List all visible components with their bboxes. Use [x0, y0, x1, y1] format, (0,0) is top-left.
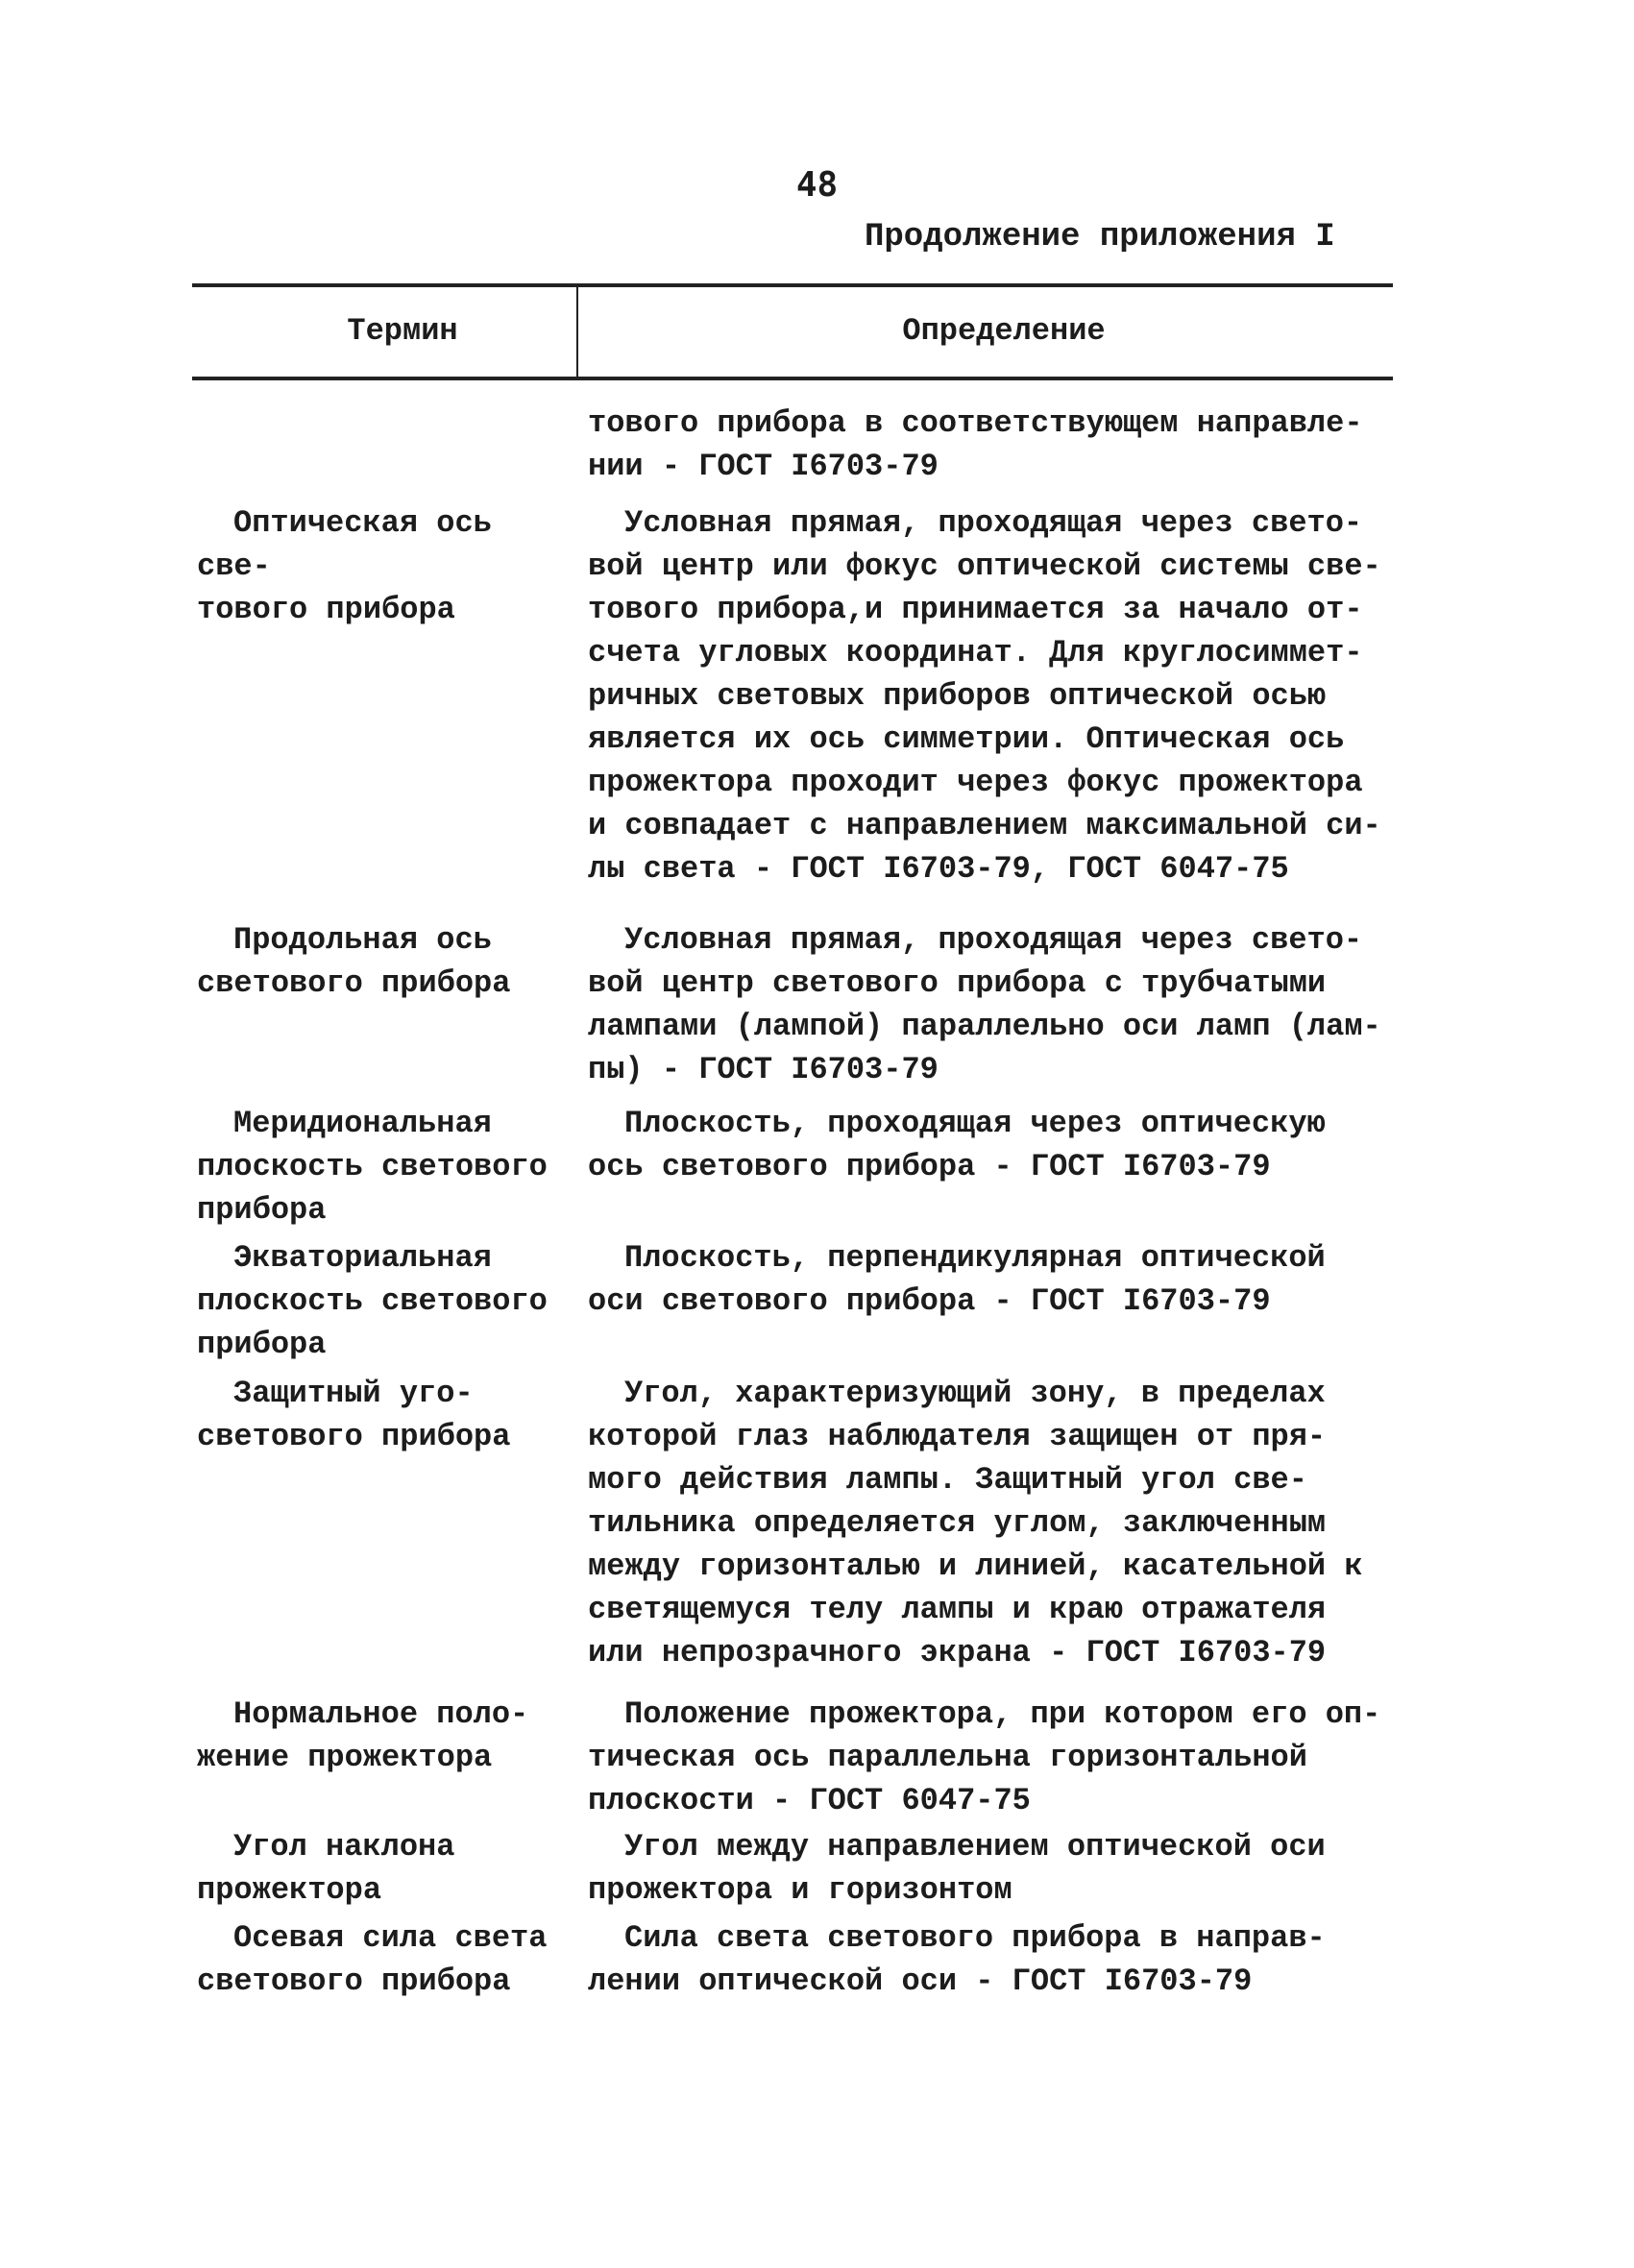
definition-optical-axis: Условная прямая, проходящая через свето- вой центр или фокус оптической системы све- тового прибора,и принимается за начало от- счета угловых координат. Для круглосиммет- ричных световых приборов оптической осью является их ось симметрии. Оптическая ось прожектора проходит через фокус прожектора и совпадает с направлением максимальной си- лы света - ГОСТ I6703-79, ГОСТ 6047-75	[588, 505, 1381, 887]
term-axial-intensity: Осевая сила света светового прибора	[197, 1920, 548, 1999]
header-term: Термин	[347, 313, 458, 349]
page-number: 48	[795, 165, 839, 205]
definition-meridional-plane: Плоскость, проходящая через оптическую ось светового прибора - ГОСТ I6703-79	[588, 1106, 1326, 1184]
definition-equatorial-plane: Плоскость, перпендикулярная оптической оси светового прибора - ГОСТ I6703-79	[588, 1240, 1326, 1319]
term-equatorial-plane: Экваториальная плоскость светового прибора	[197, 1240, 548, 1362]
term-meridional-plane: Меридиональная плоскость светового прибора	[197, 1106, 548, 1228]
table-header-bottom-rule	[192, 377, 1393, 380]
term-longitudinal-axis: Продольная ось светового прибора	[197, 922, 511, 1001]
definition-tilt-angle: Угол между направлением оптической оси прожектора и горизонтом	[588, 1829, 1326, 1908]
definition-protective-angle: Угол, характеризующий зону, в пределах которой глаз наблюдателя защищен от пря- мого действия лампы. Защитный угол све- тильника определяется углом, заключенным между горизонталью и линией, касательной к светящемуся телу лампы и краю отражателя или непрозрачного экрана - ГОСТ I6703-79	[588, 1376, 1363, 1671]
term-normal-position: Нормальное поло- жение прожектора	[197, 1696, 529, 1775]
table-top-rule	[192, 283, 1393, 287]
header-definition: Определение	[902, 313, 1106, 349]
term-protective-angle: Защитный уго- светового прибора	[197, 1376, 511, 1454]
term-optical-axis: Оптическая ось све- тового прибора	[197, 505, 492, 627]
continuation-heading: Продолжение приложения I	[865, 219, 1335, 256]
definition-longitudinal-axis: Условная прямая, проходящая через свето- вой центр светового прибора с трубчатыми лампами (лампой) параллельно оси ламп (лам- пы) - ГОСТ I6703-79	[588, 922, 1381, 1087]
definition-normal-position: Положение прожектора, при котором его оп- тическая ось параллельна горизонтальной плоскости - ГОСТ 6047-75	[588, 1696, 1381, 1818]
continued-definition: тового прибора в соответствующем направле- нии - ГОСТ I6703-79	[588, 405, 1363, 484]
term-tilt-angle: Угол наклона прожектора	[197, 1829, 455, 1908]
definition-axial-intensity: Сила света светового прибора в направ- лении оптической оси - ГОСТ I6703-79	[588, 1920, 1326, 1999]
